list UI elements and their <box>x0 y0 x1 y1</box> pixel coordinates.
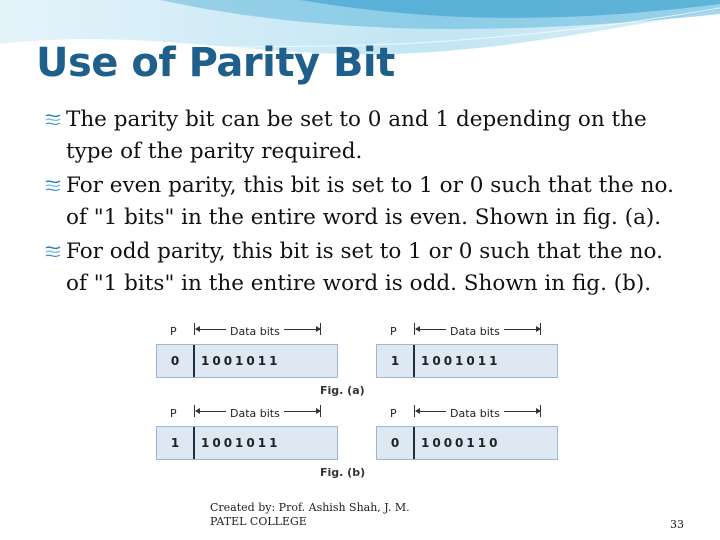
data-bits-value: 1001011 <box>201 436 281 450</box>
arrow-right-icon <box>504 411 540 412</box>
parity-label: P <box>390 325 397 338</box>
parity-divider <box>413 345 415 377</box>
wave-bullet-icon <box>44 238 62 266</box>
data-bits-value: 1001011 <box>421 354 501 368</box>
range-tick-right <box>540 323 541 335</box>
word-header <box>156 322 338 340</box>
data-bits-label: Data bits <box>450 407 500 420</box>
arrow-left-icon <box>416 329 446 330</box>
data-bits-label: Data bits <box>230 325 280 338</box>
footer-credit: Created by: Prof. Ashish Shah, J. M. PATEL COLLEGE <box>210 501 410 528</box>
parity-label: P <box>390 407 397 420</box>
figure-caption-b: Fig. (b) <box>320 466 366 479</box>
range-tick-right <box>320 405 321 417</box>
arrow-right-icon <box>284 329 320 330</box>
bullet-item <box>44 104 684 168</box>
arrow-left-icon <box>196 329 226 330</box>
wave-bullet-icon <box>44 172 62 200</box>
parity-label: P <box>170 407 177 420</box>
arrow-right-icon <box>504 329 540 330</box>
arrow-left-icon <box>196 411 226 412</box>
bullet-text: For odd parity, this bit is set to 1 or 0 such that the no. of "1 bits" in the entire word is odd. Shown in fig. (b). <box>66 239 663 296</box>
parity-figure <box>112 318 578 488</box>
arrow-right-icon <box>284 411 320 412</box>
slide-title: Use of Parity Bit <box>36 40 395 86</box>
parity-divider <box>193 427 195 459</box>
bullet-item <box>44 170 684 234</box>
parity-bit-value: 0 <box>390 436 400 450</box>
bit-word-box <box>156 344 338 378</box>
word-header <box>376 404 558 422</box>
range-tick-right <box>540 405 541 417</box>
parity-divider <box>413 427 415 459</box>
data-bits-value: 1001011 <box>201 354 281 368</box>
word-header <box>376 322 558 340</box>
bullet-text: The parity bit can be set to 0 and 1 depending on the type of the parity required. <box>66 107 647 164</box>
parity-label: P <box>170 325 177 338</box>
bullet-list <box>44 104 684 302</box>
word-header <box>156 404 338 422</box>
parity-divider <box>193 345 195 377</box>
parity-bit-value: 0 <box>170 354 180 368</box>
wave-bullet-icon <box>44 106 62 134</box>
parity-bit-value: 1 <box>170 436 180 450</box>
parity-bit-value: 1 <box>390 354 400 368</box>
data-bits-label: Data bits <box>450 325 500 338</box>
figure-caption-a: Fig. (a) <box>320 384 365 397</box>
data-bits-value: 1000110 <box>421 436 501 450</box>
bit-word-box <box>376 426 558 460</box>
arrow-left-icon <box>416 411 446 412</box>
bullet-item <box>44 236 684 300</box>
bit-word-box <box>376 344 558 378</box>
data-bits-label: Data bits <box>230 407 280 420</box>
bullet-text: For even parity, this bit is set to 1 or 0 such that the no. of "1 bits" in the entire word is even. Shown in fig. (a). <box>66 173 674 230</box>
bit-word-box <box>156 426 338 460</box>
page-number: 33 <box>670 518 684 531</box>
range-tick-right <box>320 323 321 335</box>
